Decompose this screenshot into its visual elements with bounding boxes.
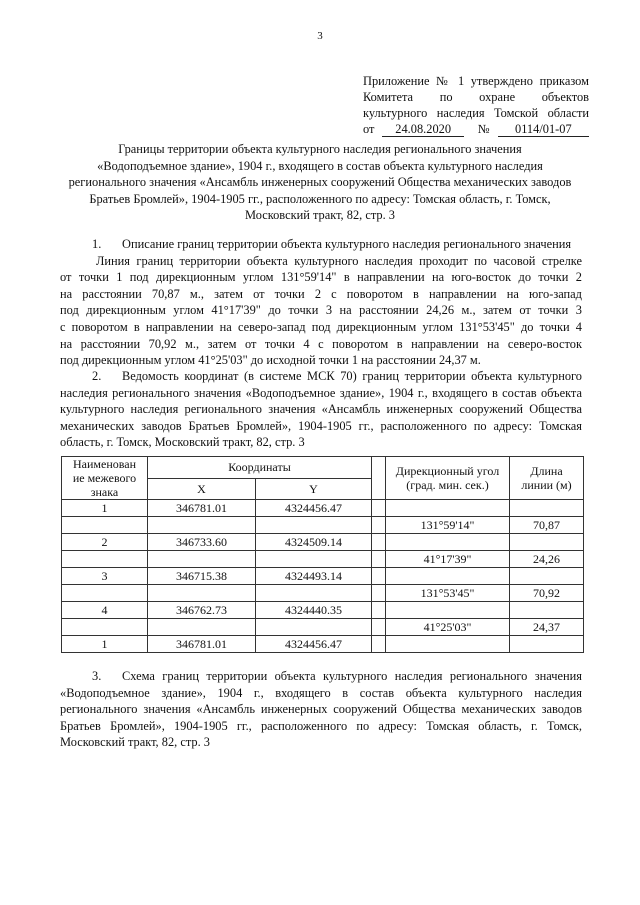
title-line: регионального значения «Ансамбль инженерных сооружений Общества механических заводов bbox=[68, 175, 572, 190]
empty-cell bbox=[148, 585, 256, 602]
text-line: область, г. Томск, Московский тракт, 82, стр. 3 bbox=[60, 435, 305, 450]
segment-angle: 131°53'45" bbox=[386, 585, 510, 602]
segment-angle: 41°17'39" bbox=[386, 551, 510, 568]
approval-date-line bbox=[363, 121, 589, 137]
section-number: 1. bbox=[92, 237, 102, 251]
approval-number: 0114/01-07 bbox=[498, 123, 589, 137]
point-y: 4324509.14 bbox=[256, 534, 372, 551]
header-coordinates: Координаты bbox=[148, 457, 372, 479]
point-name: 4 bbox=[62, 602, 148, 619]
point-y: 4324456.47 bbox=[256, 500, 372, 517]
spacer-cell bbox=[372, 551, 386, 568]
title-line: «Водоподъемное здание», 1904 г., входящего в состав объекта культурного наследия bbox=[97, 158, 543, 173]
title-line: Границы территории объекта культурного наследия регионального значения bbox=[118, 142, 522, 156]
empty-cell bbox=[62, 619, 148, 636]
section-1-heading bbox=[60, 236, 582, 253]
text-line: Линия границ территории объекта культурного наследия проходит по часовой стрелке bbox=[96, 253, 582, 268]
table-row bbox=[62, 534, 584, 551]
point-y: 4324440.35 bbox=[256, 602, 372, 619]
spacer-cell bbox=[372, 619, 386, 636]
empty-cell bbox=[148, 619, 256, 636]
spacer-cell bbox=[372, 585, 386, 602]
title-line: Московский тракт, 82, стр. 3 bbox=[245, 208, 395, 223]
spacer-cell bbox=[372, 602, 386, 619]
spacer-cell bbox=[372, 568, 386, 585]
section-3-first-line bbox=[60, 668, 582, 685]
point-x: 346733.60 bbox=[148, 534, 256, 551]
document-title bbox=[60, 141, 580, 224]
section-1 bbox=[60, 236, 582, 369]
header-length: Длина линии (м) bbox=[510, 457, 584, 500]
segment-angle: 131°59'14" bbox=[386, 517, 510, 534]
text-line: механических заводов Братьев Бромлей», 1904-1905 гг., расположенного по адресу: Томская bbox=[60, 418, 582, 433]
spacer-cell bbox=[372, 500, 386, 517]
segment-length: 70,87 bbox=[510, 517, 584, 534]
section-number: 3. bbox=[92, 669, 102, 683]
approval-block bbox=[363, 73, 589, 137]
empty-cell bbox=[256, 619, 372, 636]
empty-cell bbox=[386, 500, 510, 517]
section-first-text: Ведомость координат (в системе МСК 70) границ территории объекта культурного bbox=[122, 369, 582, 383]
table-row bbox=[62, 585, 584, 602]
text-line: наследия регионального значения «Водоподъемное здание», 1904 г., входящего в состав объекта bbox=[60, 385, 582, 400]
empty-cell bbox=[386, 534, 510, 551]
spacer-cell bbox=[372, 517, 386, 534]
point-name: 3 bbox=[62, 568, 148, 585]
header-y: Y bbox=[256, 478, 372, 500]
point-name: 1 bbox=[62, 636, 148, 653]
header-x: X bbox=[148, 478, 256, 500]
approval-line: Приложение № 1 утверждено приказом bbox=[363, 74, 589, 88]
section-first-text: Схема границ территории объекта культурного наследия регионального значения bbox=[122, 669, 582, 683]
header-angle: Дирекционный угол (град. мин. сек.) bbox=[386, 457, 510, 500]
header-spacer bbox=[372, 457, 386, 500]
approval-date: 24.08.2020 bbox=[382, 123, 463, 137]
point-y: 4324493.14 bbox=[256, 568, 372, 585]
approval-line: культурного наследия Томской области bbox=[363, 106, 589, 120]
point-x: 346781.01 bbox=[148, 500, 256, 517]
empty-cell bbox=[510, 636, 584, 653]
empty-cell bbox=[148, 551, 256, 568]
segment-angle: 41°25'03" bbox=[386, 619, 510, 636]
segment-length: 24,37 bbox=[510, 619, 584, 636]
table-row bbox=[62, 619, 584, 636]
empty-cell bbox=[62, 585, 148, 602]
empty-cell bbox=[510, 568, 584, 585]
empty-cell bbox=[510, 500, 584, 517]
empty-cell bbox=[510, 602, 584, 619]
text-line: под дирекционным углом 41°17'39" до точки 3 на расстоянии 24,26 м., затем от точки 3 bbox=[60, 303, 582, 318]
segment-length: 24,26 bbox=[510, 551, 584, 568]
header-mark-name: Наименован ие межевого знака bbox=[62, 457, 148, 500]
empty-cell bbox=[386, 568, 510, 585]
text-line: регионального значения «Ансамбль инженерных сооружений Общества механических заводов bbox=[60, 702, 582, 717]
empty-cell bbox=[256, 585, 372, 602]
empty-cell bbox=[386, 636, 510, 653]
page-number: 3 bbox=[317, 30, 323, 42]
spacer-cell bbox=[372, 636, 386, 653]
spacer-cell bbox=[372, 534, 386, 551]
empty-cell bbox=[256, 517, 372, 534]
section-2 bbox=[60, 368, 582, 451]
text-line: на расстоянии 70,92 м., затем от точки 4 с поворотом в направлении на северо-восток bbox=[60, 336, 582, 351]
approval-line: Комитета по охране объектов bbox=[363, 90, 589, 104]
table-header-row bbox=[62, 457, 584, 479]
empty-cell bbox=[148, 517, 256, 534]
point-name: 2 bbox=[62, 534, 148, 551]
table-row bbox=[62, 517, 584, 534]
text-line: под дирекционным углом 41°25'03" до исходной точки 1 на расстоянии 24,37 м. bbox=[60, 353, 481, 368]
number-sign: № bbox=[477, 122, 490, 136]
table-row bbox=[62, 500, 584, 517]
table-row bbox=[62, 602, 584, 619]
empty-cell bbox=[62, 551, 148, 568]
point-y: 4324456.47 bbox=[256, 636, 372, 653]
text-line: Братьев Бромлей», 1904-1905 гг., расположенного по адресу: Томская область, г. Томск, bbox=[60, 718, 582, 733]
point-name: 1 bbox=[62, 500, 148, 517]
point-x: 346781.01 bbox=[148, 636, 256, 653]
text-line: на расстоянии 70,87 м., затем от точки 2 с поворотом в направлении на юго-запад bbox=[60, 286, 582, 301]
table-row bbox=[62, 551, 584, 568]
point-x: 346762.73 bbox=[148, 602, 256, 619]
empty-cell bbox=[62, 517, 148, 534]
table-row bbox=[62, 568, 584, 585]
empty-cell bbox=[510, 534, 584, 551]
empty-cell bbox=[256, 551, 372, 568]
table-row bbox=[62, 636, 584, 653]
title-line: Братьев Бромлей», 1904-1905 гг., расположенного по адресу: Томская область, г. Томск, bbox=[89, 191, 551, 206]
text-line: с поворотом в направлении на северо-запад под дирекционным углом 131°53'45" до точки 4 bbox=[60, 319, 582, 334]
text-line: «Водоподъемное здание», 1904 г., входящего в состав объекта культурного наследия bbox=[60, 685, 582, 700]
point-x: 346715.38 bbox=[148, 568, 256, 585]
text-line: Московский тракт, 82, стр. 3 bbox=[60, 735, 210, 750]
empty-cell bbox=[386, 602, 510, 619]
date-prefix: от bbox=[363, 122, 375, 136]
section-2-first-line bbox=[60, 368, 582, 385]
section-3 bbox=[60, 668, 582, 751]
coordinates-table bbox=[61, 456, 584, 653]
segment-length: 70,92 bbox=[510, 585, 584, 602]
section-number: 2. bbox=[92, 369, 102, 383]
section-heading-text: Описание границ территории объекта культурного наследия регионального значения bbox=[122, 237, 572, 251]
text-line: культурного наследия регионального значения «Ансамбль инженерных сооружений Общества bbox=[60, 402, 582, 417]
text-line: от точки 1 под дирекционным углом 131°59'14" в направлении на юго-восток до точки 2 bbox=[60, 270, 582, 285]
